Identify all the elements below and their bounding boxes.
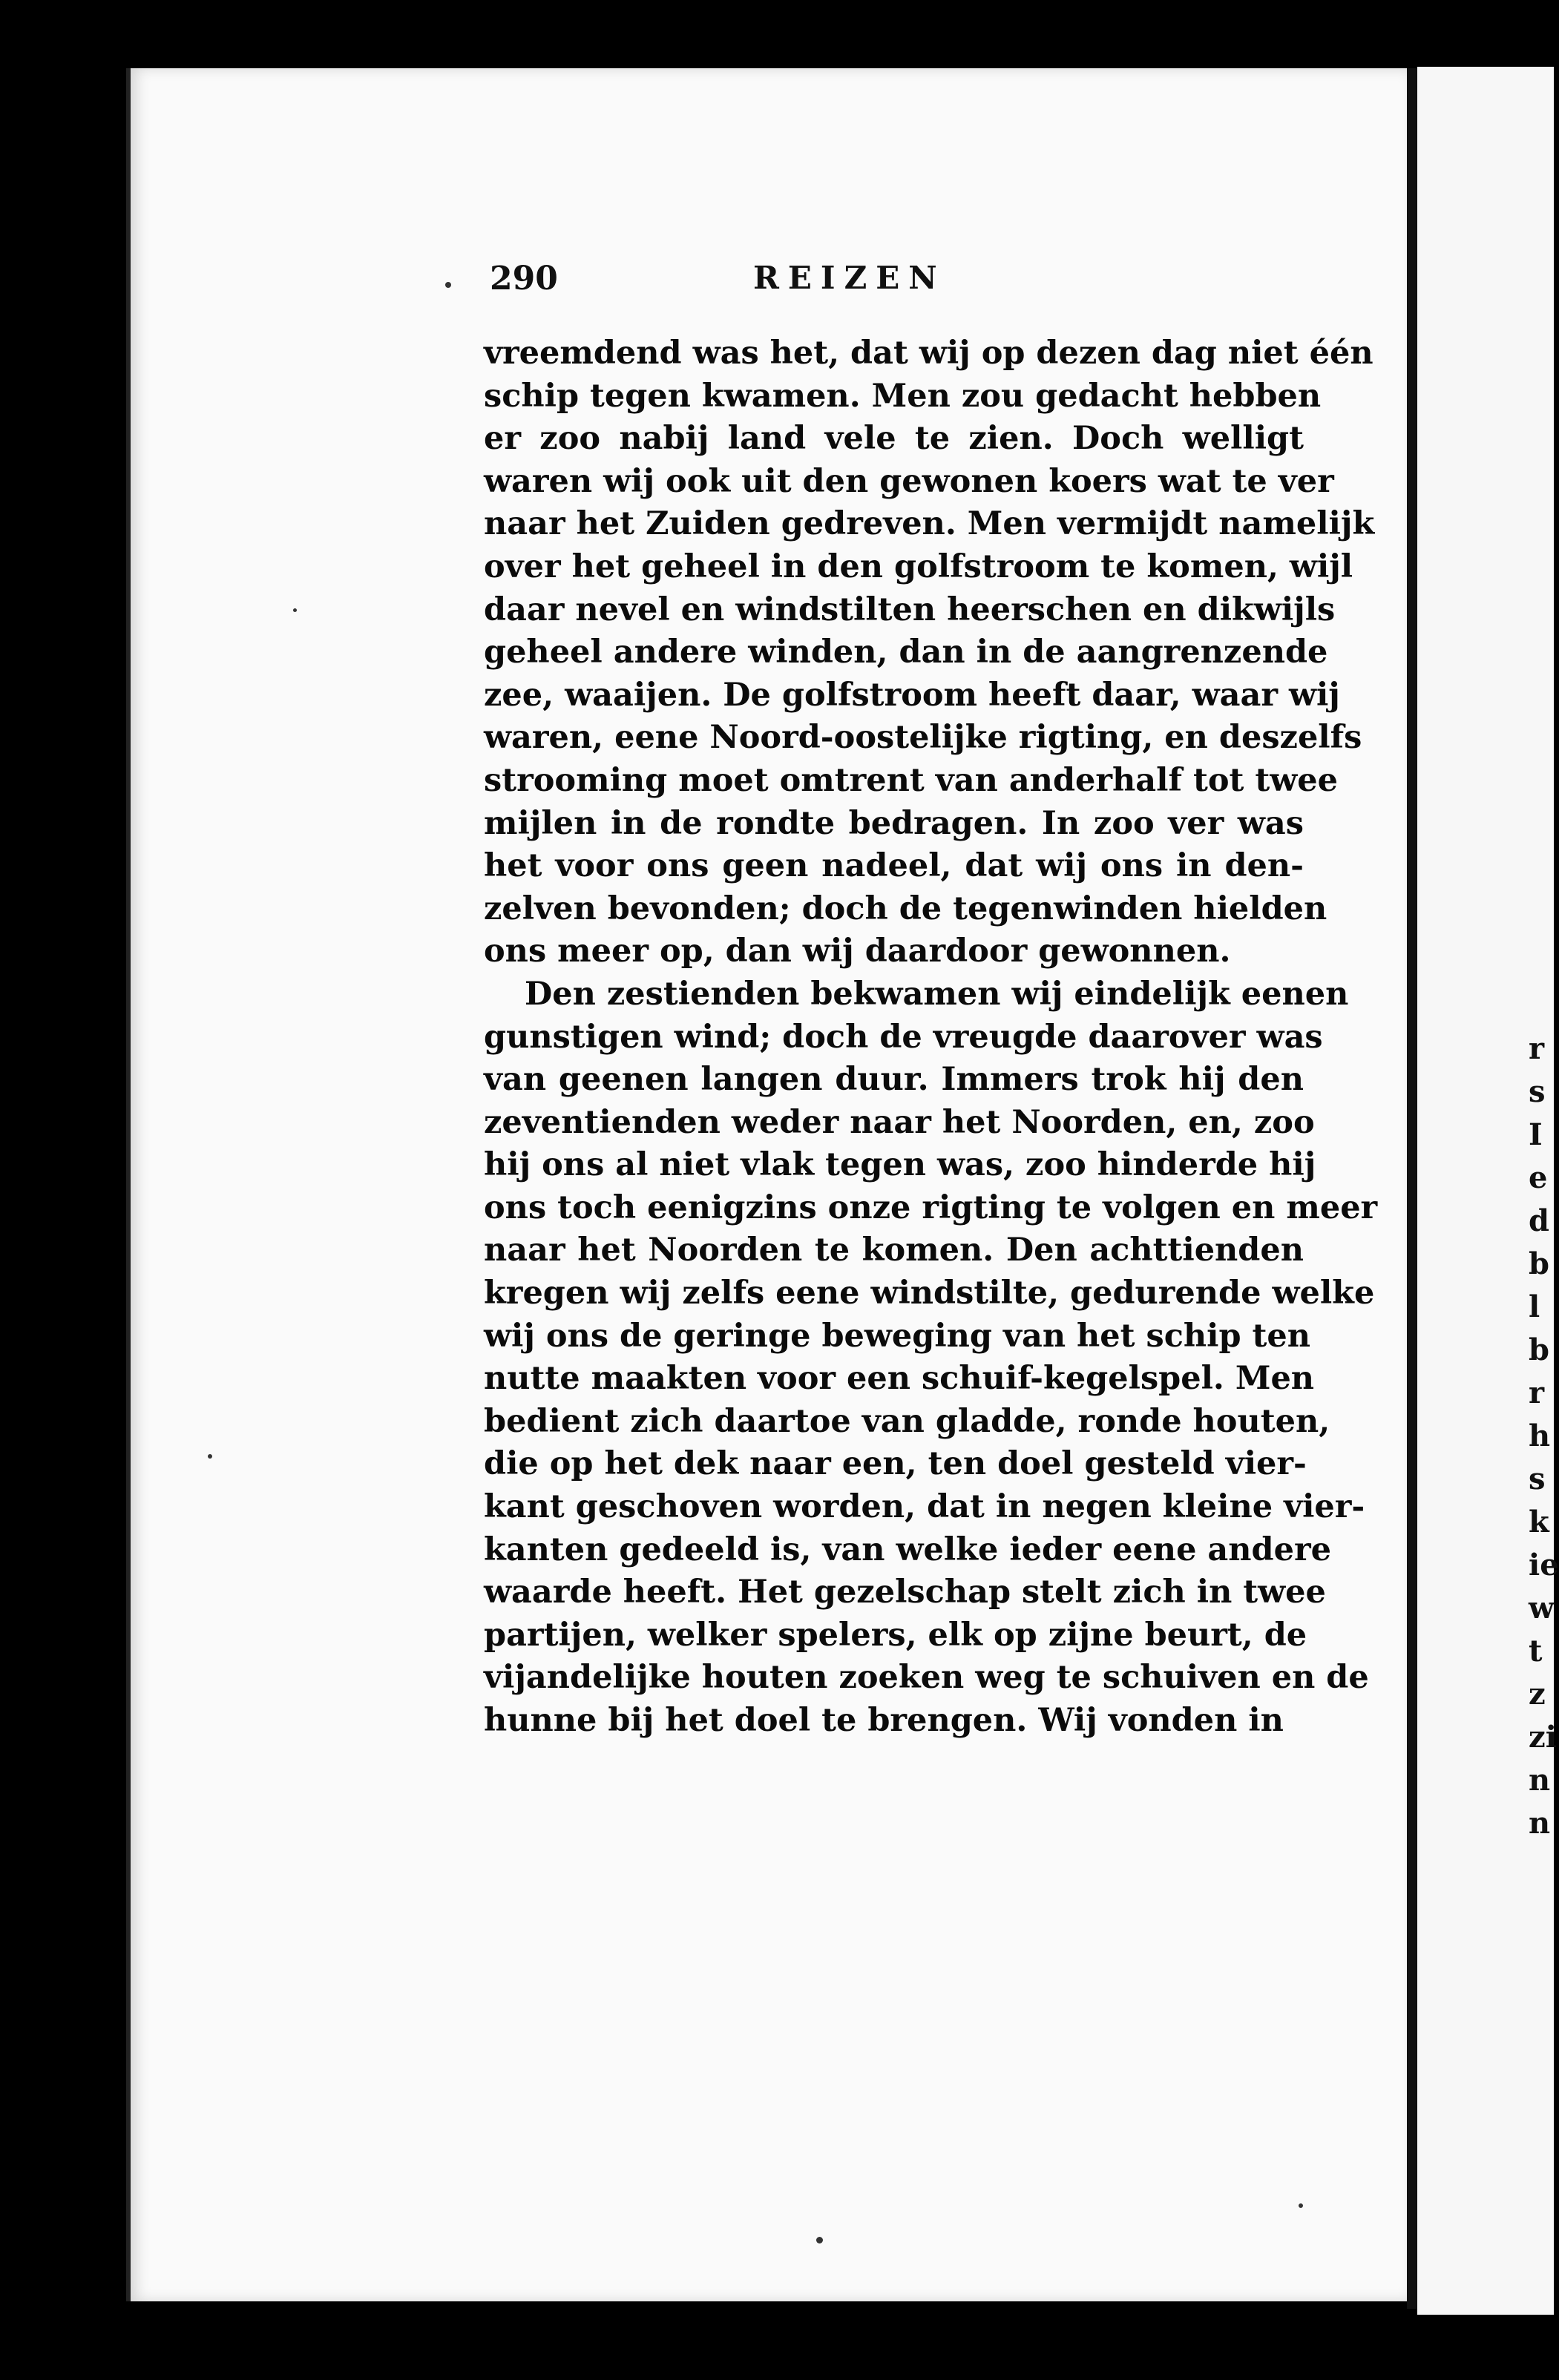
text-line: kant geschoven worden, dat in negen kleine vier-	[484, 1488, 1365, 1526]
text-line: geheel andere winden, dan in de aangrenzende	[484, 634, 1328, 671]
facing-page-fragment: I	[1529, 1117, 1543, 1152]
facing-page-fragment: z	[1529, 1677, 1546, 1712]
facing-page-fragment: n	[1529, 1763, 1551, 1798]
facing-page-fragment: s	[1529, 1074, 1546, 1109]
facing-page-fragment: r	[1529, 1375, 1545, 1410]
text-line: hij ons al niet vlak tegen was, zoo hinderde hij	[484, 1146, 1316, 1184]
scan-speck	[445, 282, 451, 288]
text-line: nutte maakten voor een schuif-kegelspel. Men	[484, 1360, 1315, 1398]
facing-page-fragment: w	[1529, 1591, 1555, 1625]
facing-page-fragment: n	[1529, 1806, 1551, 1841]
text-line: kanten gedeeld is, van welke ieder eene andere	[484, 1531, 1331, 1568]
text-line: kregen wij zelfs eene windstilte, gedurende welke	[484, 1275, 1375, 1312]
facing-page-fragment: t	[1529, 1634, 1543, 1669]
facing-page-fragment: b	[1529, 1332, 1549, 1367]
facing-page-edge	[1417, 67, 1559, 2315]
facing-page-fragment: ie	[1529, 1548, 1559, 1582]
text-line: zelven bevonden; doch de tegenwinden hielden	[484, 890, 1327, 927]
text-line: waarde heeft. Het gezelschap stelt zich in twee	[484, 1574, 1326, 1611]
scan-speck	[293, 608, 297, 612]
facing-page-fragment: r	[1529, 1031, 1545, 1066]
text-line: die op het dek naar een, ten doel gesteld vier-	[484, 1445, 1307, 1483]
text-line: er zoo nabij land vele te zien. Doch welligt	[484, 420, 1304, 458]
text-line: naar het Zuiden gedreven. Men vermijdt namelijk	[484, 505, 1375, 543]
text-line: vijandelijke houten zoeken weg te schuiven en de	[484, 1659, 1369, 1697]
text-line: over het geheel in den golfstroom te komen, wijl	[484, 548, 1353, 585]
body-text	[484, 332, 1378, 1743]
text-line: waren wij ook uit den gewonen koers wat te ver	[484, 462, 1334, 500]
text-line: bedient zich daartoe van gladde, ronde houten,	[484, 1402, 1330, 1440]
scan-speck	[208, 1454, 212, 1459]
page-gutter	[1407, 68, 1417, 2309]
text-line: partijen, welker spelers, elk op zijne beurt, de	[484, 1616, 1307, 1654]
facing-page-fragment: l	[1529, 1289, 1540, 1324]
running-head: REIZEN	[753, 260, 946, 296]
facing-page-fragment: zi	[1529, 1720, 1557, 1755]
text-line: zee, waaijen. De golfstroom heeft daar, waar wij	[484, 676, 1340, 714]
text-line: vreemdend was het, dat wij op dezen dag niet één	[484, 335, 1373, 372]
text-line: mijlen in de rondte bedragen. In zoo ver was	[484, 804, 1304, 842]
page-header	[490, 260, 1306, 304]
text-line: Den zestienden bekwamen wij eindelijk eenen	[525, 975, 1349, 1013]
facing-page-fragment: b	[1529, 1246, 1549, 1281]
text-line: hunne bij het doel te brengen. Wij vonden in	[484, 1702, 1284, 1739]
facing-page-fragment: e	[1529, 1160, 1548, 1195]
text-line: ons toch eenigzins onze rigting te volgen en meer	[484, 1189, 1378, 1226]
text-line: strooming moet omtrent van anderhalf tot twee	[484, 761, 1338, 799]
text-line: zeventienden weder naar het Noorden, en, zoo	[484, 1103, 1315, 1141]
text-line: het voor ons geen nadeel, dat wij ons in den-	[484, 847, 1304, 885]
text-line: schip tegen kwamen. Men zou gedacht hebben	[484, 377, 1322, 415]
text-line: waren, eene Noord-oostelijke rigting, en deszelfs	[484, 719, 1362, 757]
text-line: ons meer op, dan wij daardoor gewonnen.	[484, 933, 1231, 970]
facing-page-fragment: h	[1529, 1419, 1551, 1453]
text-line: van geenen langen duur. Immers trok hij den	[484, 1061, 1304, 1099]
facing-page-fragment: k	[1529, 1505, 1549, 1539]
text-line: naar het Noorden te komen. Den achttienden	[484, 1232, 1304, 1269]
text-line: gunstigen wind; doch de vreugde daarover was	[484, 1018, 1323, 1056]
text-line: daar nevel en windstilten heerschen en dikwijls	[484, 591, 1336, 628]
text-line: wij ons de geringe beweging van het schip ten	[484, 1317, 1311, 1355]
scan-speck	[816, 2237, 823, 2243]
facing-page-fragment: s	[1529, 1462, 1546, 1496]
facing-page-fragment: d	[1529, 1203, 1549, 1238]
page-number: 290	[490, 260, 558, 298]
scan-speck	[1299, 2203, 1303, 2208]
